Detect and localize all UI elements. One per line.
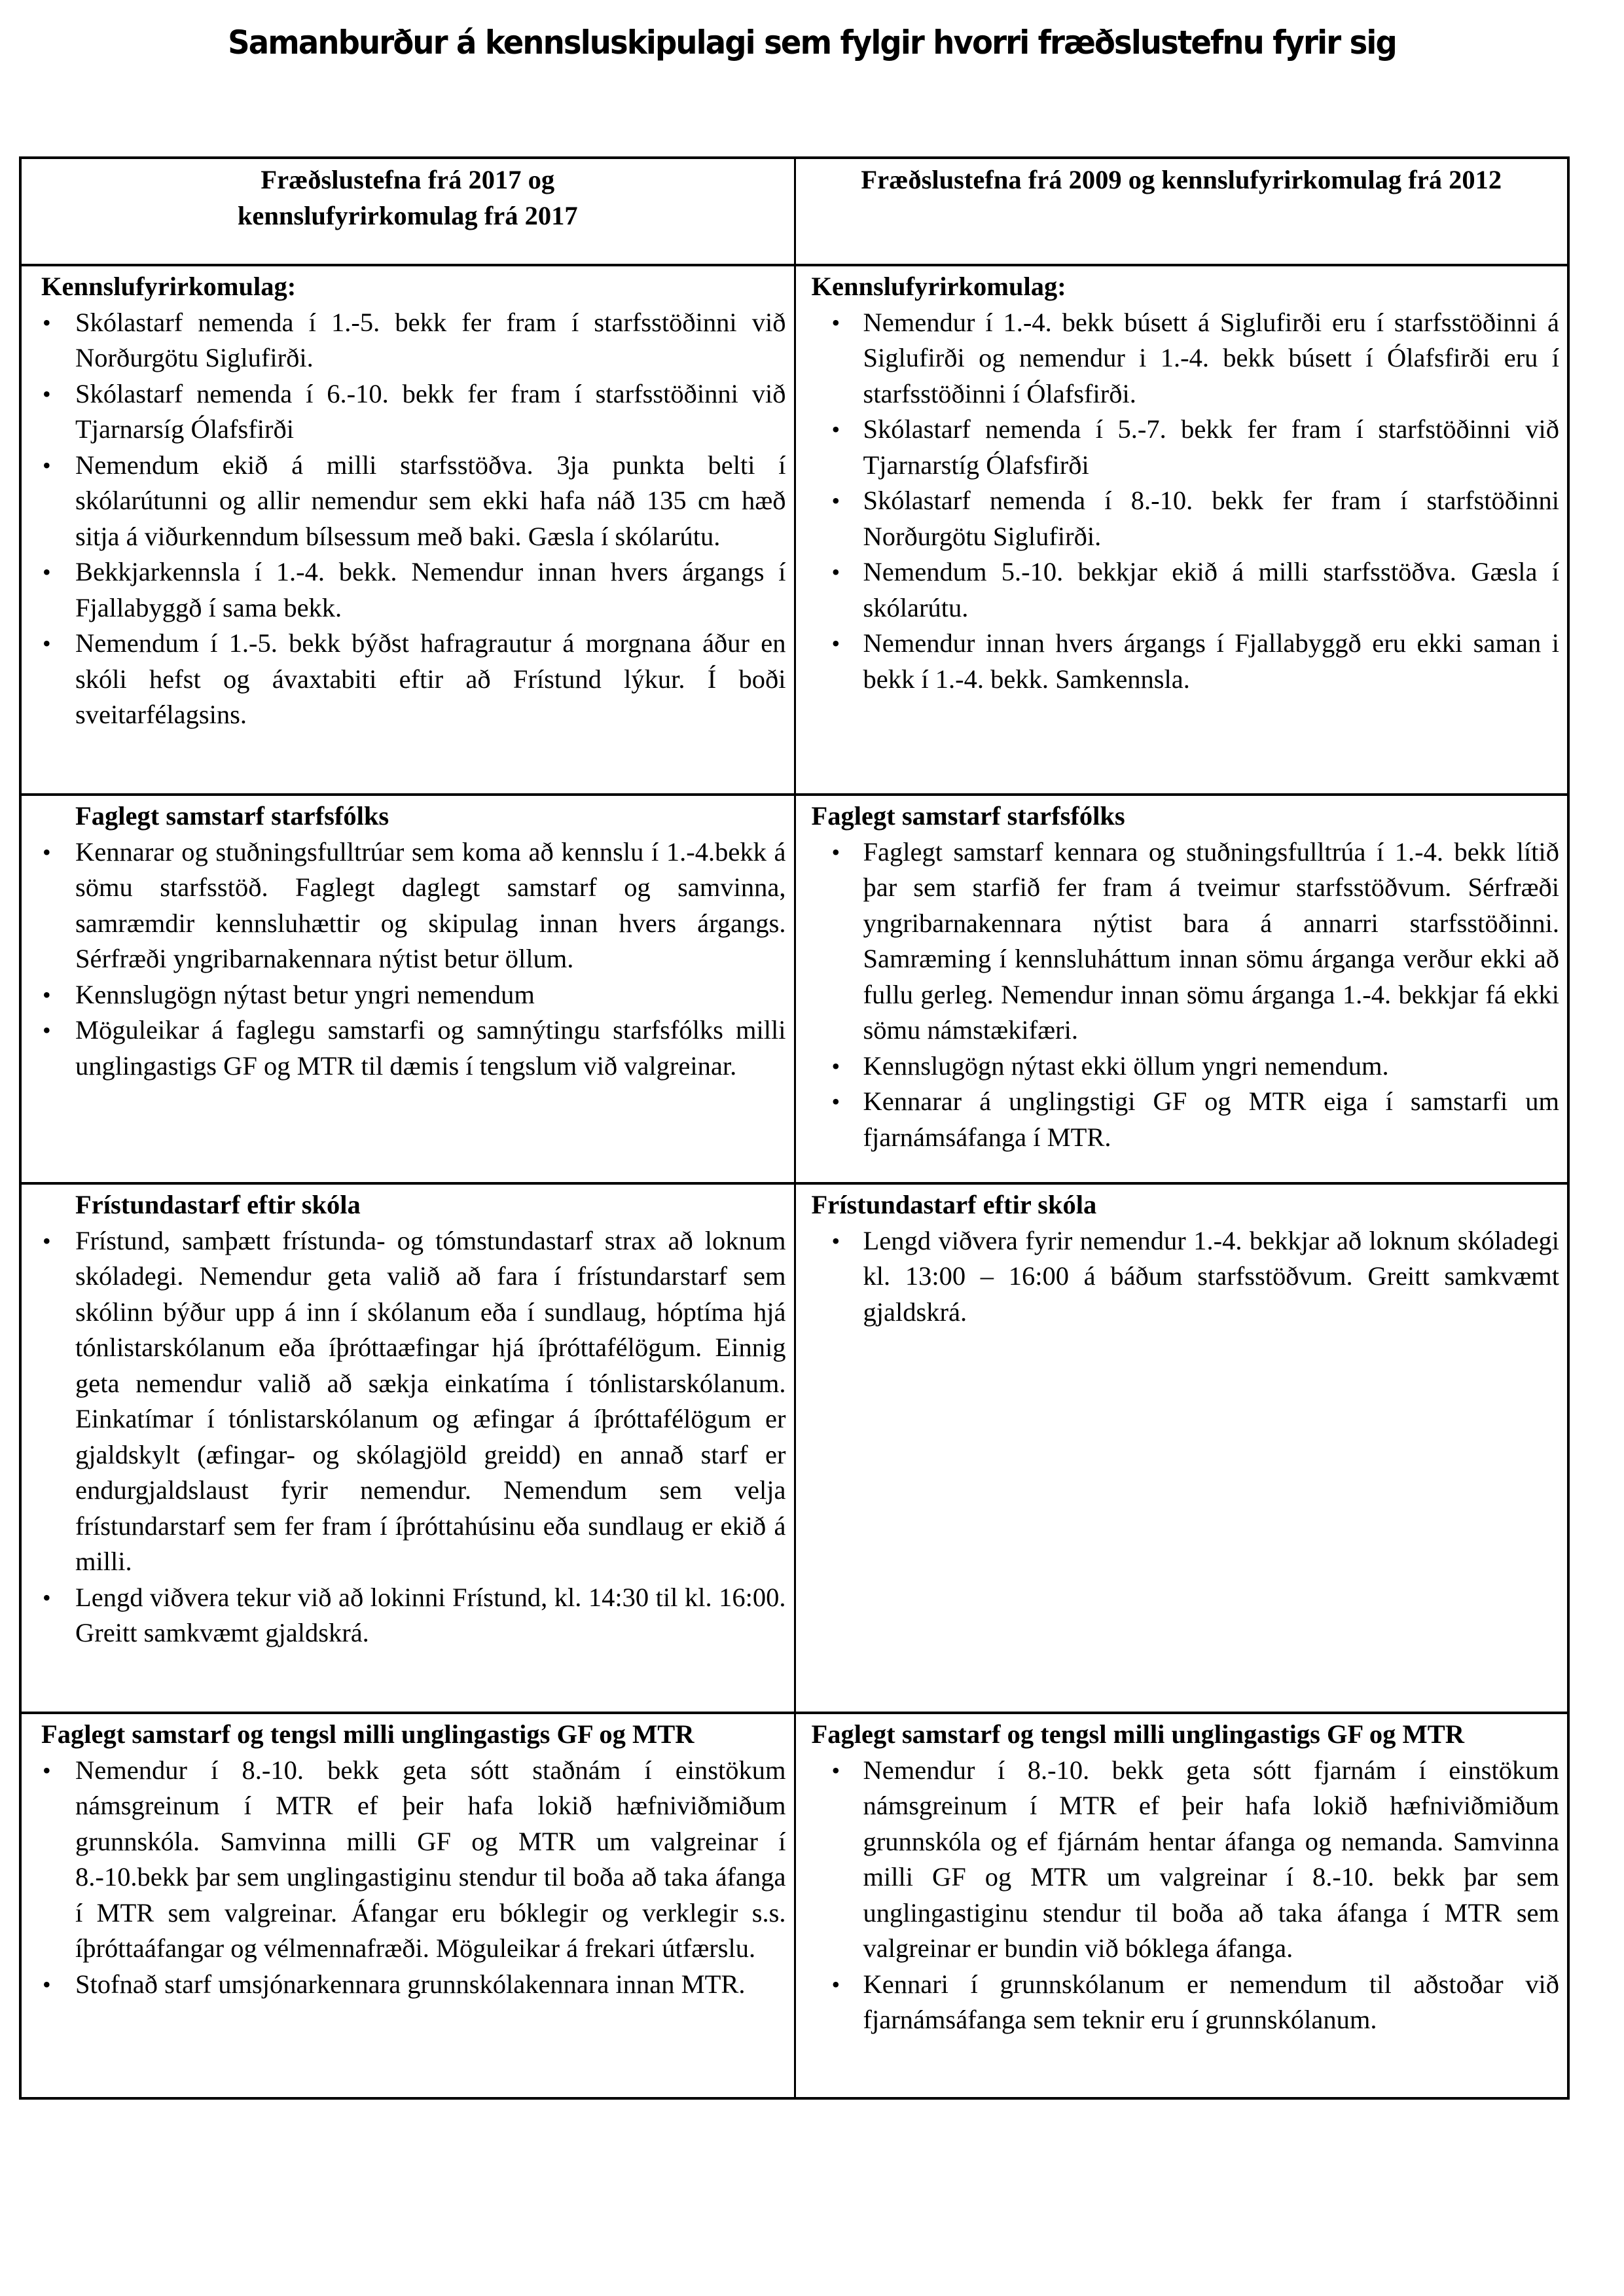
cell-2017-faglegt-samstarf [20, 795, 795, 1183]
list-item [22, 554, 794, 626]
header-policy-2017-line2: kennslufyrirkomulag frá 2017 [237, 200, 578, 230]
table-row [20, 795, 1568, 1183]
bullet-icon: • [43, 1584, 51, 1611]
table-row [20, 1183, 1568, 1713]
list-item-text: Faglegt samstarf kennara og stuðningsfulltrúa í 1.-4. bekk lítið þar sem starfið fer fram á tveimur starfsstöðvum. Sérfræði yngribarnakennara nýtist bara á annarri starfsstöðinni. Samræming í kennsluháttum innan sömu árganga verður ekki að fullu gerleg. Nemendur innan sömu árganga 1.-4. bekkjar fá ekki sömu námstækifæri. [863, 836, 1559, 1045]
bullet-icon: • [43, 309, 51, 336]
list-item-text: Nemendur í 8.-10. bekk geta sótt fjarnám í einstökum námsgreinum í MTR ef þeir hafa lokið hæfniviðmiðum grunnskóla og ef fjárnám hentar áfanga og nemanda. Samvinna milli GF og MTR um valgreinar í 8.-10. bekk þar sem unglingastiginu stendur til boða að taka áfanga í MTR sem valgreinar er bundin við bóklega áfanga. [863, 1755, 1559, 1963]
list-item-text: Frístund, samþætt frístunda- og tómstundastarf strax að loknum skóladegi. Nemendur geta valið að fara í frístundarstarf sem skólinn býður upp á inn í skólanum eða í sundlaug, hóptíma hjá tónlistarskólanum eða íþróttaæfingar hjá íþróttafélögum. Einnig geta nemendur valið að sækja einkatíma í tónlistarskólanum. Einkatímar í tónlistarskólanum og æfingar á íþróttafélögum er gjaldskylt (æfingar- og skólagjöld greidd) en annað starf er endurgjaldslaust fyrir nemendur. Nemendum sem velja frístundarstarf sem fer fram í íþróttahúsinu eða sundlaug er ekið á milli. [75, 1225, 786, 1576]
list-item-text: Bekkjarkennsla í 1.-4. bekk. Nemendur innan hvers árgangs í Fjallabyggð í sama bekk. [75, 557, 786, 622]
list-item-text: Skólastarf nemenda í 5.-7. bekk fer fram í starfstöðinni við Tjarnarstíg Ólafsfirði [863, 414, 1559, 480]
bullet-icon: • [831, 559, 840, 585]
header-policy-2017 [20, 158, 795, 265]
list-item [796, 1049, 1568, 1085]
table-header-row [20, 158, 1568, 265]
comparison-table [19, 156, 1570, 2100]
bullet-icon: • [831, 488, 840, 514]
cell-2009-kennslufyrirkomulag [795, 265, 1568, 795]
list-item [22, 977, 794, 1013]
list-item [796, 305, 1568, 412]
list-item-text: Möguleikar á faglegu samstarfi og samnýtingu starfsfólks milli unglingastigs GF og MTR til dæmis í tengslum við valgreinar. [75, 1015, 786, 1081]
section-title: Kennslufyrirkomulag: [41, 272, 297, 301]
list-item [22, 305, 794, 376]
bullet-icon: • [831, 309, 840, 336]
bullet-list [22, 305, 794, 733]
list-item-text: Kennari í grunnskólanum er nemendum til aðstoðar við fjarnámsáfanga sem teknir eru í grunnskólanum. [863, 1969, 1559, 2034]
bullet-list [796, 305, 1568, 698]
list-item [22, 1223, 794, 1580]
list-item [22, 1753, 794, 1967]
list-item [796, 1753, 1568, 1967]
list-item-text: Lengd viðvera fyrir nemendur 1.-4. bekkjar að loknum skóladegi kl. 13:00 – 16:00 á báðum starfsstöðvum. Greitt samkvæmt gjaldskrá. [863, 1225, 1559, 1327]
header-policy-2017-line1: Fræðslustefna frá 2017 og [261, 165, 555, 194]
bullet-icon: • [43, 559, 51, 585]
list-item-text: Lengd viðvera tekur við að lokinni Frístund, kl. 14:30 til kl. 16:00. Greitt samkvæmt gjaldskrá. [75, 1582, 786, 1647]
list-item [22, 1013, 794, 1084]
bullet-icon: • [43, 380, 51, 407]
bullet-icon: • [43, 981, 51, 1008]
bullet-icon: • [831, 1088, 840, 1115]
section-title: Faglegt samstarf og tengsl milli unglingastigs GF og MTR [41, 1719, 695, 1749]
cell-2017-fristundastarf [20, 1183, 795, 1713]
cell-2009-faglegt-samstarf [795, 795, 1568, 1183]
list-item-text: Nemendum ekið á milli starfsstöðva. 3ja punkta belti í skólarútunni og allir nemendur sem ekki hafa náð 135 cm hæð sitja á viðurkenndum bílsessum með baki. Gæsla í skólarútu. [75, 450, 786, 551]
list-item-text: Nemendur innan hvers árgangs í Fjallabyggð eru ekki saman i bekk í 1.-4. bekk. Samkennsla. [863, 628, 1559, 694]
bullet-icon: • [831, 1757, 840, 1784]
list-item [796, 1084, 1568, 1155]
section-title: Faglegt samstarf starfsfólks [75, 801, 389, 831]
table-row [20, 265, 1568, 795]
document-title: Samanburður á kennsluskipulagi sem fylgir hvorri fræðslustefnu fyrir sig [228, 24, 1396, 62]
list-item [796, 412, 1568, 483]
bullet-icon: • [43, 838, 51, 865]
bullet-icon: • [43, 1757, 51, 1784]
cell-2017-kennslufyrirkomulag [20, 265, 795, 795]
list-item-text: Skólastarf nemenda í 1.-5. bekk fer fram í starfsstöðinni við Norðurgötu Siglufirði. [75, 307, 786, 372]
header-policy-2009-text: Fræðslustefna frá 2009 og kennslufyrirkomulag frá 2012 [861, 165, 1502, 194]
bullet-icon: • [831, 1971, 840, 1998]
list-item-text: Skólastarf nemenda í 8.-10. bekk fer fram í starfstöðinni Norðurgötu Siglufirði. [863, 486, 1559, 551]
list-item [796, 1967, 1568, 2038]
section-title: Frístundastarf eftir skóla [75, 1190, 361, 1219]
cell-2009-tengsl-gf-mtr [795, 1713, 1568, 2098]
bullet-icon: • [43, 452, 51, 478]
list-item-text: Skólastarf nemenda í 6.-10. bekk fer fram í starfsstöðinni við Tjarnarsíg Ólafsfirði [75, 378, 786, 444]
cell-2017-tengsl-gf-mtr [20, 1713, 795, 2098]
list-item [22, 376, 794, 448]
list-item-text: Nemendur í 8.-10. bekk geta sótt staðnám í einstökum námsgreinum í MTR ef þeir hafa lokið hæfniviðmiðum grunnskóla. Samvinna milli GF og MTR um valgreinar í 8.-10.bekk þar sem unglingastiginu stendur til boða að taka áfanga í MTR sem valgreinar. Áfangar eru bóklegir og verklegir s.s. íþróttaáfangar og vélmennafræði. Möguleikar á frekari útfærslu. [75, 1755, 786, 1963]
bullet-list [796, 834, 1568, 1156]
list-item [22, 834, 794, 977]
section-title: Faglegt samstarf starfsfólks [811, 801, 1125, 831]
list-item [796, 483, 1568, 554]
list-item [796, 1223, 1568, 1331]
list-item [796, 554, 1568, 626]
header-policy-2009 [795, 158, 1568, 265]
bullet-list [22, 1753, 794, 2003]
list-item [22, 448, 794, 555]
cell-2009-fristundastarf [795, 1183, 1568, 1713]
section-title: Kennslufyrirkomulag: [811, 272, 1066, 301]
bullet-list [22, 1223, 794, 1651]
list-item-text: Kennslugögn nýtast betur yngri nemendum [75, 979, 535, 1009]
bullet-list [796, 1223, 1568, 1331]
bullet-icon: • [43, 630, 51, 656]
bullet-icon: • [831, 838, 840, 865]
list-item-text: Kennarar á unglingstigi GF og MTR eiga í samstarfi um fjarnámsáfanga í MTR. [863, 1086, 1559, 1152]
bullet-icon: • [831, 1052, 840, 1079]
table-row [20, 1713, 1568, 2098]
list-item [22, 1967, 794, 2003]
list-item-text: Nemendur í 1.-4. bekk búsett á Siglufirði eru í starfsstöðinni á Siglufirði og nemendur i 1.-4. bekk búsett í Ólafsfirði eru í starfsstöðinni í Ólafsfirði. [863, 307, 1559, 408]
bullet-icon: • [831, 1227, 840, 1254]
bullet-icon: • [43, 1017, 51, 1043]
bullet-icon: • [43, 1227, 51, 1254]
list-item-text: Kennarar og stuðningsfulltrúar sem koma að kennslu í 1.-4.bekk á sömu starfsstöð. Faglegt daglegt samstarf og samvinna, samræmdir kennsluhættir og skipulag innan hvers árgangs. Sérfræði yngribarnakennara nýtist betur öllum. [75, 836, 786, 973]
list-item [796, 626, 1568, 697]
list-item [796, 834, 1568, 1049]
section-title: Faglegt samstarf og tengsl milli unglingastigs GF og MTR [811, 1719, 1464, 1749]
bullet-icon: • [43, 1971, 51, 1998]
bullet-icon: • [831, 416, 840, 442]
list-item-text: Nemendum í 1.-5. bekk býðst hafragrautur á morgnana áður en skóli hefst og ávaxtabiti eftir að Frístund lýkur. Í boði sveitarfélagsins. [75, 628, 786, 729]
bullet-icon: • [831, 630, 840, 656]
list-item-text: Kennslugögn nýtast ekki öllum yngri nemendum. [863, 1050, 1389, 1081]
list-item-text: Stofnað starf umsjónarkennara grunnskólakennara innan MTR. [75, 1969, 746, 1999]
section-title: Frístundastarf eftir skóla [811, 1190, 1097, 1219]
list-item-text: Nemendum 5.-10. bekkjar ekið á milli starfsstöðva. Gæsla í skólarútu. [863, 557, 1559, 622]
list-item [22, 626, 794, 733]
list-item [22, 1580, 794, 1651]
bullet-list [796, 1753, 1568, 2038]
bullet-list [22, 834, 794, 1085]
